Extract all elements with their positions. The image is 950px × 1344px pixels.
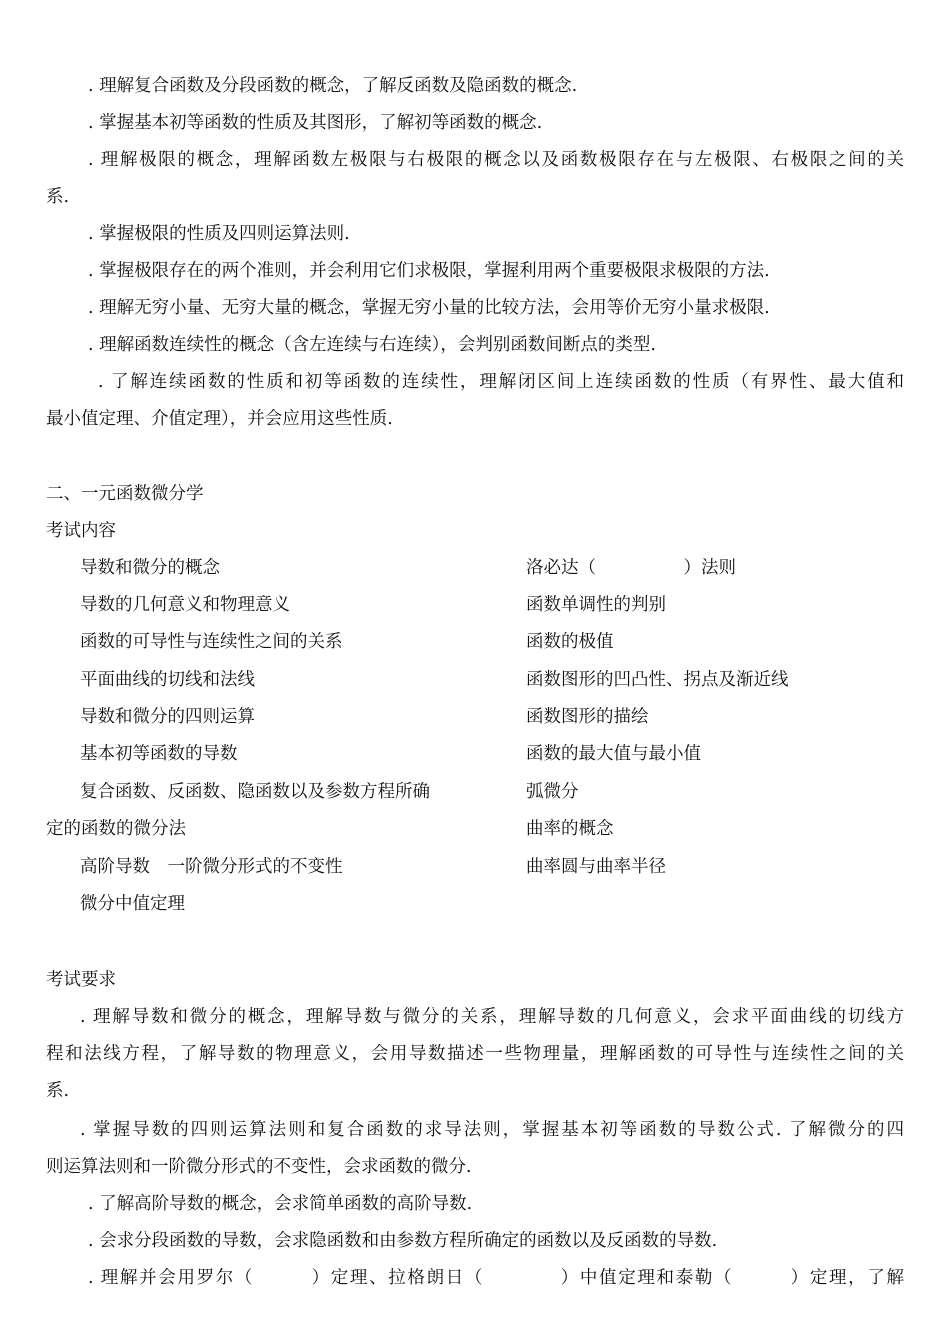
requirement-line: . 掌握极限的性质及四则运算法则. — [88, 224, 350, 244]
topic-item: 微分中值定理 — [80, 894, 185, 914]
requirement-line: . 了解高阶导数的概念，会求简单函数的高阶导数. — [88, 1194, 473, 1214]
requirement-line: 则运算法则和一阶微分形式的不变性，会求函数的微分. — [46, 1157, 472, 1177]
requirement-line: . 理解导数和微分的概念，理解导数与微分的关系，理解导数的几何意义，会求平面曲线的切线方 — [80, 1007, 904, 1027]
requirement-line: . 掌握极限存在的两个准则，并会利用它们求极限，掌握利用两个重要极限求极限的方法. — [88, 261, 770, 281]
topic-item: 复合函数、反函数、隐函数以及参数方程所确 — [80, 782, 430, 802]
topic-item: 高阶导数 一阶微分形式的不变性 — [80, 857, 343, 877]
section-heading: 二、一元函数微分学 — [46, 484, 204, 504]
requirement-line: . 会求分段函数的导数，会求隐函数和由参数方程所确定的函数以及反函数的导数. — [88, 1231, 718, 1251]
requirement-line: 系. — [46, 187, 70, 207]
requirement-line: . 理解极限的概念，理解函数左极限与右极限的概念以及函数极限存在与左极限、右极限之间的关 — [88, 150, 904, 170]
requirement-line: . 理解无穷小量、无穷大量的概念，掌握无穷小量的比较方法，会用等价无穷小量求极限. — [88, 298, 770, 318]
topic-item: 弧微分 — [526, 782, 579, 802]
topic-item: 平面曲线的切线和法线 — [80, 670, 255, 690]
topic-item: 函数单调性的判别 — [526, 595, 666, 615]
topic-item: 基本初等函数的导数 — [80, 744, 238, 764]
topic-item: 函数图形的凹凸性、拐点及渐近线 — [526, 670, 789, 690]
topic-item: 函数图形的描绘 — [526, 707, 649, 727]
topic-item: 函数的最大值与最小值 — [526, 744, 701, 764]
requirement-line: 程和法线方程，了解导数的物理意义，会用导数描述一些物理量，理解函数的可导性与连续性之间的关 — [46, 1044, 904, 1064]
topic-item: 导数和微分的四则运算 — [80, 707, 255, 727]
topic-item: 洛必达（ ）法则 — [526, 558, 736, 578]
topic-item: 定的函数的微分法 — [46, 819, 186, 839]
requirement-line: . 了解连续函数的性质和初等函数的连续性，理解闭区间上连续函数的性质（有界性、最大值和 — [98, 372, 904, 392]
topic-item: 导数的几何意义和物理意义 — [80, 595, 290, 615]
requirements-heading: 考试要求 — [46, 970, 116, 990]
requirement-line: 系. — [46, 1081, 70, 1101]
requirement-line: . 掌握基本初等函数的性质及其图形，了解初等函数的概念. — [88, 113, 543, 133]
content-heading: 考试内容 — [46, 521, 116, 541]
topic-item: 函数的极值 — [526, 632, 614, 652]
requirement-line: . 理解复合函数及分段函数的概念，了解反函数及隐函数的概念. — [88, 76, 578, 96]
requirement-line: . 理解函数连续性的概念（含左连续与右连续），会判别函数间断点的类型. — [88, 335, 656, 355]
topic-item: 曲率的概念 — [526, 819, 614, 839]
requirement-line: . 掌握导数的四则运算法则和复合函数的求导法则，掌握基本初等函数的导数公式. 了解微分的四 — [80, 1120, 904, 1140]
requirement-line: . 理解并会用罗尔（ ）定理、拉格朗日（ ）中值定理和泰勒（ ）定理，了解 — [88, 1268, 904, 1288]
topic-item: 曲率圆与曲率半径 — [526, 857, 666, 877]
requirement-line: 最小值定理、介值定理），并会应用这些性质. — [46, 409, 393, 429]
topic-item: 导数和微分的概念 — [80, 558, 220, 578]
topic-item: 函数的可导性与连续性之间的关系 — [80, 632, 343, 652]
